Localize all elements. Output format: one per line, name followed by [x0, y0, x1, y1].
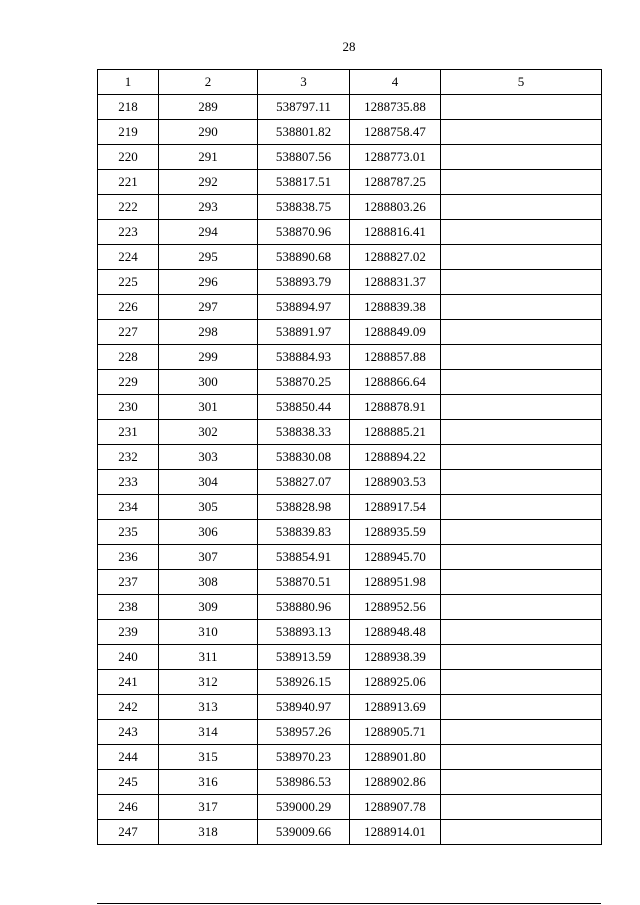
table-cell: 298: [159, 320, 258, 345]
table-cell: 309: [159, 595, 258, 620]
table-row: [98, 795, 602, 820]
table-cell: 231: [98, 420, 159, 445]
table-cell: 245: [98, 770, 159, 795]
table-cell: 538838.33: [258, 420, 350, 445]
table-cell: 538957.26: [258, 720, 350, 745]
table-row: [98, 695, 602, 720]
table-cell: 1288917.54: [350, 495, 441, 520]
table-row: [98, 620, 602, 645]
table-cell: 1288885.21: [350, 420, 441, 445]
table-cell: 538827.07: [258, 470, 350, 495]
table-row: [98, 145, 602, 170]
table-cell: 307: [159, 545, 258, 570]
table-cell: 1288901.80: [350, 745, 441, 770]
table-row: [98, 345, 602, 370]
table-row: [98, 195, 602, 220]
table-cell: 538850.44: [258, 395, 350, 420]
table-cell: 239: [98, 620, 159, 645]
table-cell: 538893.13: [258, 620, 350, 645]
table-cell: 224: [98, 245, 159, 270]
table-row: [98, 495, 602, 520]
table-cell: 314: [159, 720, 258, 745]
table-cell: [441, 320, 602, 345]
table-cell: 310: [159, 620, 258, 645]
table-cell: [441, 470, 602, 495]
table-cell: [441, 145, 602, 170]
table-cell: [441, 620, 602, 645]
table-cell: [441, 270, 602, 295]
table-cell: 1288952.56: [350, 595, 441, 620]
table-cell: 538891.97: [258, 320, 350, 345]
table-cell: 226: [98, 295, 159, 320]
table-cell: 538801.82: [258, 120, 350, 145]
table-cell: [441, 795, 602, 820]
table-row: [98, 245, 602, 270]
table-cell: 244: [98, 745, 159, 770]
table-cell: 220: [98, 145, 159, 170]
table-cell: 221: [98, 170, 159, 195]
table-cell: 1288839.38: [350, 295, 441, 320]
table-cell: 1288903.53: [350, 470, 441, 495]
table-row: [98, 445, 602, 470]
table-cell: [441, 395, 602, 420]
table-cell: 538854.91: [258, 545, 350, 570]
table-cell: [441, 570, 602, 595]
table-cell: [441, 695, 602, 720]
table-cell: 538870.25: [258, 370, 350, 395]
table-cell: 293: [159, 195, 258, 220]
table-cell: 538870.96: [258, 220, 350, 245]
page-number: 28: [342, 39, 356, 54]
table-cell: 223: [98, 220, 159, 245]
table-cell: 1288831.37: [350, 270, 441, 295]
table-row: [98, 770, 602, 795]
table-cell: [441, 520, 602, 545]
table-row: [98, 95, 602, 120]
table-cell: 241: [98, 670, 159, 695]
footer-rule: [97, 903, 601, 904]
column-header: 5: [441, 70, 602, 95]
table-cell: 303: [159, 445, 258, 470]
table-row: [98, 645, 602, 670]
table-cell: 1288849.09: [350, 320, 441, 345]
column-header: 2: [159, 70, 258, 95]
table-cell: 538894.97: [258, 295, 350, 320]
table-cell: [441, 195, 602, 220]
table-cell: 306: [159, 520, 258, 545]
table-cell: 308: [159, 570, 258, 595]
table-cell: 538890.68: [258, 245, 350, 270]
table-row: [98, 745, 602, 770]
table-cell: 1288913.69: [350, 695, 441, 720]
table-cell: 238: [98, 595, 159, 620]
table-cell: 243: [98, 720, 159, 745]
table-row: [98, 670, 602, 695]
table-cell: 1288787.25: [350, 170, 441, 195]
table-cell: 232: [98, 445, 159, 470]
table-cell: 218: [98, 95, 159, 120]
table-cell: 538797.11: [258, 95, 350, 120]
table-cell: 538926.15: [258, 670, 350, 695]
table-cell: 538970.23: [258, 745, 350, 770]
table-cell: 1288905.71: [350, 720, 441, 745]
table-row: [98, 570, 602, 595]
table-cell: 1288907.78: [350, 795, 441, 820]
table-cell: 219: [98, 120, 159, 145]
table-cell: 1288758.47: [350, 120, 441, 145]
table-cell: 1288938.39: [350, 645, 441, 670]
table-cell: 1288827.02: [350, 245, 441, 270]
table-cell: 1288878.91: [350, 395, 441, 420]
table-cell: 538828.98: [258, 495, 350, 520]
table-cell: [441, 670, 602, 695]
table-cell: 233: [98, 470, 159, 495]
table-cell: 235: [98, 520, 159, 545]
table-cell: [441, 495, 602, 520]
table-cell: 225: [98, 270, 159, 295]
table-cell: 304: [159, 470, 258, 495]
table-cell: 237: [98, 570, 159, 595]
table-row: [98, 170, 602, 195]
table-cell: 1288935.59: [350, 520, 441, 545]
table-row: [98, 120, 602, 145]
table-cell: [441, 220, 602, 245]
table-cell: 539000.29: [258, 795, 350, 820]
table-row: [98, 420, 602, 445]
column-header: 3: [258, 70, 350, 95]
table-cell: 305: [159, 495, 258, 520]
table-cell: [441, 720, 602, 745]
table-cell: 539009.66: [258, 820, 350, 845]
table-cell: 246: [98, 795, 159, 820]
table-cell: 1288857.88: [350, 345, 441, 370]
table-cell: 242: [98, 695, 159, 720]
table-cell: 291: [159, 145, 258, 170]
table-cell: 301: [159, 395, 258, 420]
table-cell: 222: [98, 195, 159, 220]
table-cell: [441, 745, 602, 770]
table-cell: [441, 820, 602, 845]
table-cell: 247: [98, 820, 159, 845]
table-cell: 294: [159, 220, 258, 245]
table-cell: 318: [159, 820, 258, 845]
table-cell: 316: [159, 770, 258, 795]
table-cell: 317: [159, 795, 258, 820]
table-row: [98, 295, 602, 320]
table-cell: 229: [98, 370, 159, 395]
table-cell: 295: [159, 245, 258, 270]
table-cell: 1288902.86: [350, 770, 441, 795]
table-cell: 300: [159, 370, 258, 395]
table-cell: 538870.51: [258, 570, 350, 595]
table-cell: 538830.08: [258, 445, 350, 470]
table-cell: 538884.93: [258, 345, 350, 370]
table-row: [98, 545, 602, 570]
table-cell: 1288914.01: [350, 820, 441, 845]
table-cell: 311: [159, 645, 258, 670]
table-row: [98, 720, 602, 745]
table-cell: [441, 645, 602, 670]
table-cell: 234: [98, 495, 159, 520]
table-row: [98, 595, 602, 620]
table-cell: 289: [159, 95, 258, 120]
table-cell: [441, 420, 602, 445]
table-cell: [441, 245, 602, 270]
table-cell: 1288894.22: [350, 445, 441, 470]
table-cell: 290: [159, 120, 258, 145]
table-row: [98, 320, 602, 345]
table-cell: 1288945.70: [350, 545, 441, 570]
table-header-row: [98, 70, 602, 95]
table-cell: 302: [159, 420, 258, 445]
table-cell: [441, 370, 602, 395]
table-row: [98, 370, 602, 395]
table-row: [98, 470, 602, 495]
table-cell: 1288925.06: [350, 670, 441, 695]
table-cell: 228: [98, 345, 159, 370]
table-cell: [441, 770, 602, 795]
table-cell: 1288773.01: [350, 145, 441, 170]
table-cell: 227: [98, 320, 159, 345]
table-cell: 1288816.41: [350, 220, 441, 245]
column-header: 4: [350, 70, 441, 95]
table-cell: [441, 120, 602, 145]
table-row: [98, 520, 602, 545]
table-row: [98, 220, 602, 245]
table-cell: 538838.75: [258, 195, 350, 220]
table-cell: 296: [159, 270, 258, 295]
table-cell: 538880.96: [258, 595, 350, 620]
table-cell: [441, 345, 602, 370]
table-cell: [441, 95, 602, 120]
table-cell: [441, 595, 602, 620]
table-cell: 1288803.26: [350, 195, 441, 220]
table-row: [98, 820, 602, 845]
table-cell: 538839.83: [258, 520, 350, 545]
table-cell: 538986.53: [258, 770, 350, 795]
table-row: [98, 270, 602, 295]
table-cell: 297: [159, 295, 258, 320]
table-cell: 312: [159, 670, 258, 695]
table-cell: 1288866.64: [350, 370, 441, 395]
table-cell: 292: [159, 170, 258, 195]
table-cell: [441, 545, 602, 570]
table-cell: [441, 170, 602, 195]
coordinates-table: [97, 69, 602, 845]
table-cell: 299: [159, 345, 258, 370]
table-cell: [441, 445, 602, 470]
table-cell: 538913.59: [258, 645, 350, 670]
table-cell: 1288948.48: [350, 620, 441, 645]
table-cell: 230: [98, 395, 159, 420]
table-cell: 538940.97: [258, 695, 350, 720]
table-cell: 236: [98, 545, 159, 570]
table-cell: 1288951.98: [350, 570, 441, 595]
table-cell: [441, 295, 602, 320]
table-cell: 538817.51: [258, 170, 350, 195]
table-body: [98, 95, 602, 845]
table-cell: 315: [159, 745, 258, 770]
table-cell: 538807.56: [258, 145, 350, 170]
table-row: [98, 395, 602, 420]
table-cell: 538893.79: [258, 270, 350, 295]
column-header: 1: [98, 70, 159, 95]
table-cell: 313: [159, 695, 258, 720]
table-cell: 240: [98, 645, 159, 670]
table-cell: 1288735.88: [350, 95, 441, 120]
